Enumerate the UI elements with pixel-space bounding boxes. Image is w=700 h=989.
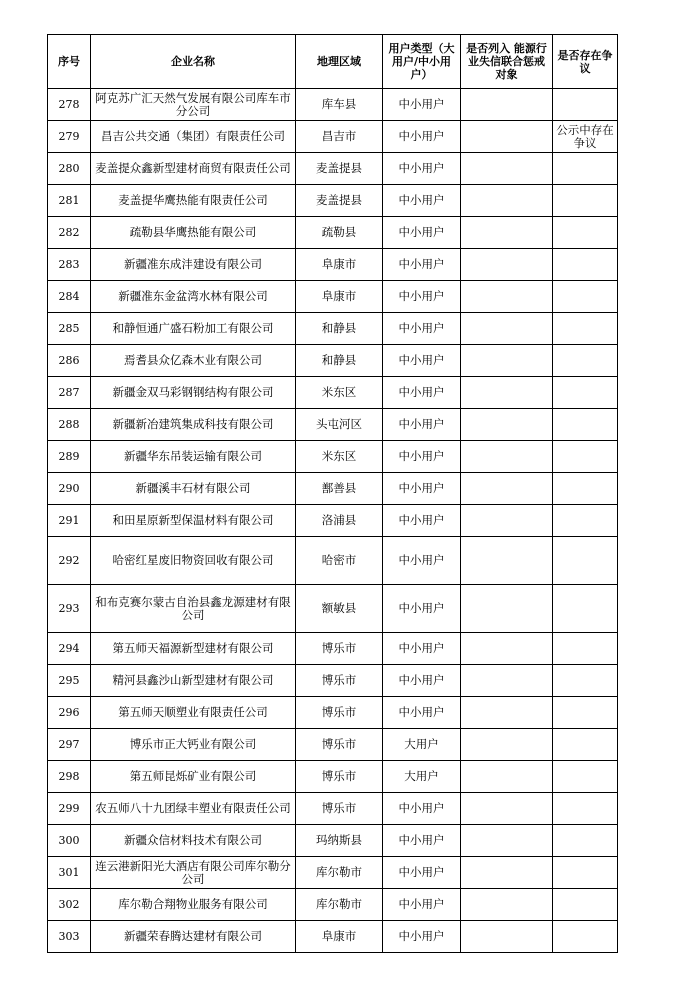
cell-company-name: 昌吉公共交通（集团）有限责任公司 — [91, 121, 296, 153]
cell-dispute — [553, 793, 618, 825]
cell-dispute — [553, 889, 618, 921]
cell-serial: 278 — [48, 89, 91, 121]
cell-blacklisted — [461, 217, 553, 249]
cell-dispute — [553, 633, 618, 665]
cell-dispute — [553, 505, 618, 537]
cell-blacklisted — [461, 281, 553, 313]
cell-company-name: 连云港新阳光大酒店有限公司库尔勒分公司 — [91, 857, 296, 889]
cell-blacklisted — [461, 473, 553, 505]
cell-user-type: 中小用户 — [383, 665, 461, 697]
table-header-row — [48, 35, 618, 89]
cell-user-type: 中小用户 — [383, 473, 461, 505]
cell-region: 库尔勒市 — [296, 857, 383, 889]
cell-serial: 282 — [48, 217, 91, 249]
cell-user-type: 中小用户 — [383, 217, 461, 249]
table-row — [48, 665, 618, 697]
cell-region: 昌吉市 — [296, 121, 383, 153]
cell-dispute: 公示中存在争议 — [553, 121, 618, 153]
cell-serial: 294 — [48, 633, 91, 665]
cell-blacklisted — [461, 121, 553, 153]
cell-serial: 301 — [48, 857, 91, 889]
cell-region: 鄯善县 — [296, 473, 383, 505]
cell-user-type: 中小用户 — [383, 153, 461, 185]
table-row — [48, 505, 618, 537]
cell-blacklisted — [461, 185, 553, 217]
cell-blacklisted — [461, 585, 553, 633]
table-row — [48, 761, 618, 793]
cell-serial: 300 — [48, 825, 91, 857]
cell-blacklisted — [461, 665, 553, 697]
cell-user-type: 中小用户 — [383, 281, 461, 313]
cell-region: 米东区 — [296, 377, 383, 409]
cell-user-type: 中小用户 — [383, 921, 461, 953]
cell-blacklisted — [461, 249, 553, 281]
table-row — [48, 121, 618, 153]
cell-serial: 283 — [48, 249, 91, 281]
table-row — [48, 697, 618, 729]
cell-region: 博乐市 — [296, 665, 383, 697]
cell-region: 阜康市 — [296, 921, 383, 953]
cell-region: 博乐市 — [296, 729, 383, 761]
cell-company-name: 和田星原新型保温材料有限公司 — [91, 505, 296, 537]
cell-user-type: 中小用户 — [383, 633, 461, 665]
cell-serial: 288 — [48, 409, 91, 441]
cell-blacklisted — [461, 377, 553, 409]
cell-dispute — [553, 697, 618, 729]
cell-company-name: 新疆荣春腾达建材有限公司 — [91, 921, 296, 953]
cell-company-name: 新疆准东成沣建设有限公司 — [91, 249, 296, 281]
cell-company-name: 库尔勒合翔物业服务有限公司 — [91, 889, 296, 921]
table-row — [48, 793, 618, 825]
cell-region: 阜康市 — [296, 249, 383, 281]
cell-company-name: 新疆新冶建筑集成科技有限公司 — [91, 409, 296, 441]
cell-blacklisted — [461, 441, 553, 473]
cell-dispute — [553, 313, 618, 345]
cell-dispute — [553, 217, 618, 249]
cell-blacklisted — [461, 729, 553, 761]
cell-user-type: 中小用户 — [383, 537, 461, 585]
cell-blacklisted — [461, 857, 553, 889]
cell-region: 和静县 — [296, 313, 383, 345]
cell-dispute — [553, 537, 618, 585]
table-row — [48, 585, 618, 633]
cell-dispute — [553, 409, 618, 441]
cell-dispute — [553, 281, 618, 313]
cell-blacklisted — [461, 409, 553, 441]
cell-serial: 292 — [48, 537, 91, 585]
cell-dispute — [553, 921, 618, 953]
table-row — [48, 217, 618, 249]
table-row — [48, 281, 618, 313]
table-row — [48, 441, 618, 473]
cell-region: 玛纳斯县 — [296, 825, 383, 857]
cell-serial: 299 — [48, 793, 91, 825]
cell-serial: 290 — [48, 473, 91, 505]
table-row — [48, 345, 618, 377]
cell-company-name: 博乐市正大钙业有限公司 — [91, 729, 296, 761]
cell-blacklisted — [461, 153, 553, 185]
cell-company-name: 新疆众信材料技术有限公司 — [91, 825, 296, 857]
header-region: 地理区域 — [296, 35, 383, 89]
cell-serial: 289 — [48, 441, 91, 473]
cell-user-type: 中小用户 — [383, 377, 461, 409]
cell-user-type: 中小用户 — [383, 313, 461, 345]
cell-company-name: 和静恒通广盛石粉加工有限公司 — [91, 313, 296, 345]
cell-user-type: 中小用户 — [383, 249, 461, 281]
cell-blacklisted — [461, 793, 553, 825]
cell-region: 库车县 — [296, 89, 383, 121]
cell-serial: 281 — [48, 185, 91, 217]
cell-dispute — [553, 585, 618, 633]
cell-company-name: 阿克苏广汇天然气发展有限公司库车市分公司 — [91, 89, 296, 121]
cell-dispute — [553, 473, 618, 505]
cell-region: 博乐市 — [296, 761, 383, 793]
header-user-type: 用户类型（大用户/中小用户） — [383, 35, 461, 89]
cell-region: 博乐市 — [296, 793, 383, 825]
cell-blacklisted — [461, 761, 553, 793]
cell-company-name: 第五师天顺塑业有限责任公司 — [91, 697, 296, 729]
cell-region: 额敏县 — [296, 585, 383, 633]
cell-company-name: 哈密红星废旧物资回收有限公司 — [91, 537, 296, 585]
cell-serial: 291 — [48, 505, 91, 537]
cell-user-type: 中小用户 — [383, 585, 461, 633]
cell-company-name: 第五师昆烁矿业有限公司 — [91, 761, 296, 793]
cell-region: 疏勒县 — [296, 217, 383, 249]
table-row — [48, 729, 618, 761]
cell-user-type: 中小用户 — [383, 793, 461, 825]
table-row — [48, 313, 618, 345]
header-dispute: 是否存在争议 — [553, 35, 618, 89]
cell-user-type: 大用户 — [383, 761, 461, 793]
cell-user-type: 中小用户 — [383, 697, 461, 729]
cell-serial: 303 — [48, 921, 91, 953]
cell-company-name: 精河县鑫沙山新型建材有限公司 — [91, 665, 296, 697]
cell-serial: 285 — [48, 313, 91, 345]
cell-blacklisted — [461, 825, 553, 857]
table-row — [48, 249, 618, 281]
table-row — [48, 89, 618, 121]
cell-dispute — [553, 441, 618, 473]
cell-company-name: 新疆准东金盆湾水林有限公司 — [91, 281, 296, 313]
cell-dispute — [553, 249, 618, 281]
cell-dispute — [553, 153, 618, 185]
cell-blacklisted — [461, 345, 553, 377]
cell-company-name: 新疆金双马彩钢钢结构有限公司 — [91, 377, 296, 409]
cell-serial: 298 — [48, 761, 91, 793]
cell-company-name: 焉耆县众亿森木业有限公司 — [91, 345, 296, 377]
cell-blacklisted — [461, 889, 553, 921]
cell-company-name: 农五师八十九团绿丰塑业有限责任公司 — [91, 793, 296, 825]
table-row — [48, 153, 618, 185]
cell-dispute — [553, 345, 618, 377]
cell-dispute — [553, 761, 618, 793]
cell-dispute — [553, 825, 618, 857]
cell-company-name: 和布克赛尔蒙古自治县鑫龙源建材有限公司 — [91, 585, 296, 633]
cell-company-name: 第五师天福源新型建材有限公司 — [91, 633, 296, 665]
cell-serial: 296 — [48, 697, 91, 729]
table-row — [48, 377, 618, 409]
cell-region: 阜康市 — [296, 281, 383, 313]
header-company-name: 企业名称 — [91, 35, 296, 89]
cell-user-type: 中小用户 — [383, 825, 461, 857]
cell-blacklisted — [461, 537, 553, 585]
table-row — [48, 633, 618, 665]
table-row — [48, 825, 618, 857]
cell-serial: 293 — [48, 585, 91, 633]
cell-blacklisted — [461, 633, 553, 665]
table-row — [48, 409, 618, 441]
header-serial: 序号 — [48, 35, 91, 89]
cell-region: 哈密市 — [296, 537, 383, 585]
cell-serial: 297 — [48, 729, 91, 761]
cell-dispute — [553, 377, 618, 409]
cell-region: 博乐市 — [296, 697, 383, 729]
cell-dispute — [553, 665, 618, 697]
cell-region: 麦盖提县 — [296, 185, 383, 217]
cell-company-name: 麦盖提众鑫新型建材商贸有限责任公司 — [91, 153, 296, 185]
table-row — [48, 185, 618, 217]
cell-serial: 279 — [48, 121, 91, 153]
cell-user-type: 中小用户 — [383, 857, 461, 889]
table-row — [48, 889, 618, 921]
cell-region: 米东区 — [296, 441, 383, 473]
cell-serial: 286 — [48, 345, 91, 377]
cell-user-type: 中小用户 — [383, 889, 461, 921]
cell-company-name: 麦盖提华鹰热能有限责任公司 — [91, 185, 296, 217]
cell-user-type: 中小用户 — [383, 89, 461, 121]
table-row — [48, 857, 618, 889]
cell-user-type: 大用户 — [383, 729, 461, 761]
cell-region: 洛浦县 — [296, 505, 383, 537]
cell-serial: 284 — [48, 281, 91, 313]
cell-user-type: 中小用户 — [383, 121, 461, 153]
cell-dispute — [553, 89, 618, 121]
cell-serial: 280 — [48, 153, 91, 185]
cell-blacklisted — [461, 313, 553, 345]
cell-region: 麦盖提县 — [296, 153, 383, 185]
cell-user-type: 中小用户 — [383, 409, 461, 441]
cell-serial: 302 — [48, 889, 91, 921]
cell-company-name: 疏勒县华鹰热能有限公司 — [91, 217, 296, 249]
cell-dispute — [553, 185, 618, 217]
enterprise-table — [47, 34, 618, 953]
cell-region: 和静县 — [296, 345, 383, 377]
table-row — [48, 537, 618, 585]
cell-region: 库尔勒市 — [296, 889, 383, 921]
header-blacklisted: 是否列入 能源行业失信联合惩戒对象 — [461, 35, 553, 89]
cell-region: 头屯河区 — [296, 409, 383, 441]
cell-region: 博乐市 — [296, 633, 383, 665]
cell-user-type: 中小用户 — [383, 505, 461, 537]
cell-company-name: 新疆华东吊装运输有限公司 — [91, 441, 296, 473]
cell-user-type: 中小用户 — [383, 185, 461, 217]
cell-blacklisted — [461, 921, 553, 953]
cell-serial: 287 — [48, 377, 91, 409]
cell-blacklisted — [461, 505, 553, 537]
cell-blacklisted — [461, 697, 553, 729]
table-row — [48, 921, 618, 953]
table-row — [48, 473, 618, 505]
cell-serial: 295 — [48, 665, 91, 697]
cell-company-name: 新疆溪丰石材有限公司 — [91, 473, 296, 505]
cell-dispute — [553, 729, 618, 761]
cell-blacklisted — [461, 89, 553, 121]
cell-dispute — [553, 857, 618, 889]
cell-user-type: 中小用户 — [383, 345, 461, 377]
cell-user-type: 中小用户 — [383, 441, 461, 473]
